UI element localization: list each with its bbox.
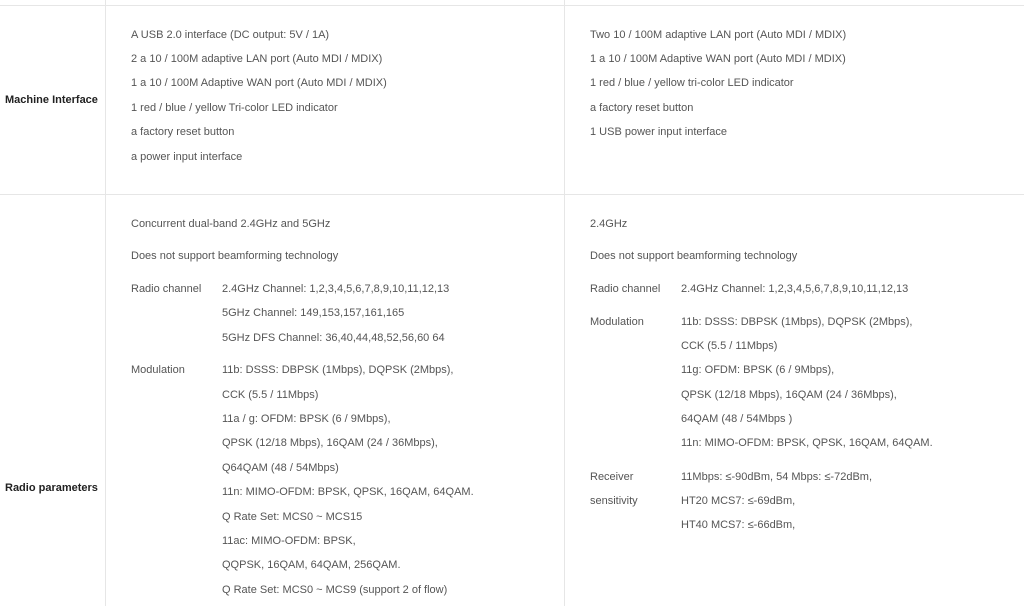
spec-line: 11b: DSSS: DBPSK (1Mbps), DQPSK (2Mbps), [222,364,454,376]
spec-line: Q Rate Set: MCS0 ~ MCS9 (support 2 of flow) [222,584,448,596]
spec-line: 1 red / blue / yellow tri-color LED indicator [590,77,794,89]
spec-line: HT40 MCS7: ≤-66dBm, [681,519,796,531]
spec-line: a factory reset button [590,102,694,114]
spec-line: 11b: DSSS: DBPSK (1Mbps), DQPSK (2Mbps), [681,316,913,328]
spec-line: 5GHz DFS Channel: 36,40,44,48,52,56,60 64 [222,332,445,344]
spec-line: Concurrent dual-band 2.4GHz and 5GHz [131,218,331,230]
spec-line: Does not support beamforming technology [131,250,339,262]
spec-line: 64QAM (48 / 54Mbps ) [681,413,793,425]
row-divider [0,194,1024,195]
spec-line: 2 a 10 / 100M adaptive LAN port (Auto MDI / MDIX) [131,53,383,65]
spec-line: 11g: OFDM: BPSK (6 / 9Mbps), [681,364,835,376]
spec-line: Two 10 / 100M adaptive LAN port (Auto MDI / MDIX) [590,29,847,41]
sub-label-modulation: Modulation [131,364,185,376]
spec-line: 1 red / blue / yellow Tri-color LED indicator [131,102,338,114]
spec-line: A USB 2.0 interface (DC output: 5V / 1A) [131,29,330,41]
column-divider [105,0,106,606]
spec-line: 11a / g: OFDM: BPSK (6 / 9Mbps), [222,413,391,425]
spec-line: 11n: MIMO-OFDM: BPSK, QPSK, 16QAM, 64QAM. [222,486,474,498]
spec-line: 2.4GHz [590,218,628,230]
spec-line: 1 a 10 / 100M Adaptive WAN port (Auto MDI / MDIX) [131,77,387,89]
spec-line: HT20 MCS7: ≤-69dBm, [681,495,796,507]
spec-line: 1 USB power input interface [590,126,727,138]
sub-label-radio-channel: Radio channel [131,283,202,295]
spec-line: Q Rate Set: MCS0 ~ MCS15 [222,511,363,523]
spec-line: a factory reset button [131,126,235,138]
sub-label-modulation: Modulation [590,316,644,328]
spec-line: 2.4GHz Channel: 1,2,3,4,5,6,7,8,9,10,11,12,13 [681,283,909,295]
spec-line: QPSK (12/18 Mbps), 16QAM (24 / 36Mbps), [222,437,438,449]
row-divider [0,5,1024,6]
spec-line: CCK (5.5 / 11Mbps) [681,340,778,352]
spec-line: QPSK (12/18 Mbps), 16QAM (24 / 36Mbps), [681,389,897,401]
row-label-machine-interface: Machine Interface [5,94,98,106]
row-label-radio-parameters: Radio parameters [5,482,98,494]
spec-line: CCK (5.5 / 11Mbps) [222,389,319,401]
spec-line: 11Mbps: ≤-90dBm, 54 Mbps: ≤-72dBm, [681,471,873,483]
spec-line: Does not support beamforming technology [590,250,798,262]
spec-line: 11n: MIMO-OFDM: BPSK, QPSK, 16QAM, 64QAM. [681,437,933,449]
spec-line: 2.4GHz Channel: 1,2,3,4,5,6,7,8,9,10,11,12,13 [222,283,450,295]
spec-line: a power input interface [131,151,243,163]
spec-line: 5GHz Channel: 149,153,157,161,165 [222,307,405,319]
column-divider [564,0,565,606]
spec-line: 11ac: MIMO-OFDM: BPSK, [222,535,356,547]
spec-line: 1 a 10 / 100M Adaptive WAN port (Auto MDI / MDIX) [590,53,846,65]
spec-line: Q64QAM (48 / 54Mbps) [222,462,339,474]
sub-label-sensitivity: sensitivity [590,495,638,507]
spec-line: QQPSK, 16QAM, 64QAM, 256QAM. [222,559,401,571]
sub-label-radio-channel: Radio channel [590,283,661,295]
sub-label-receiver: Receiver [590,471,634,483]
